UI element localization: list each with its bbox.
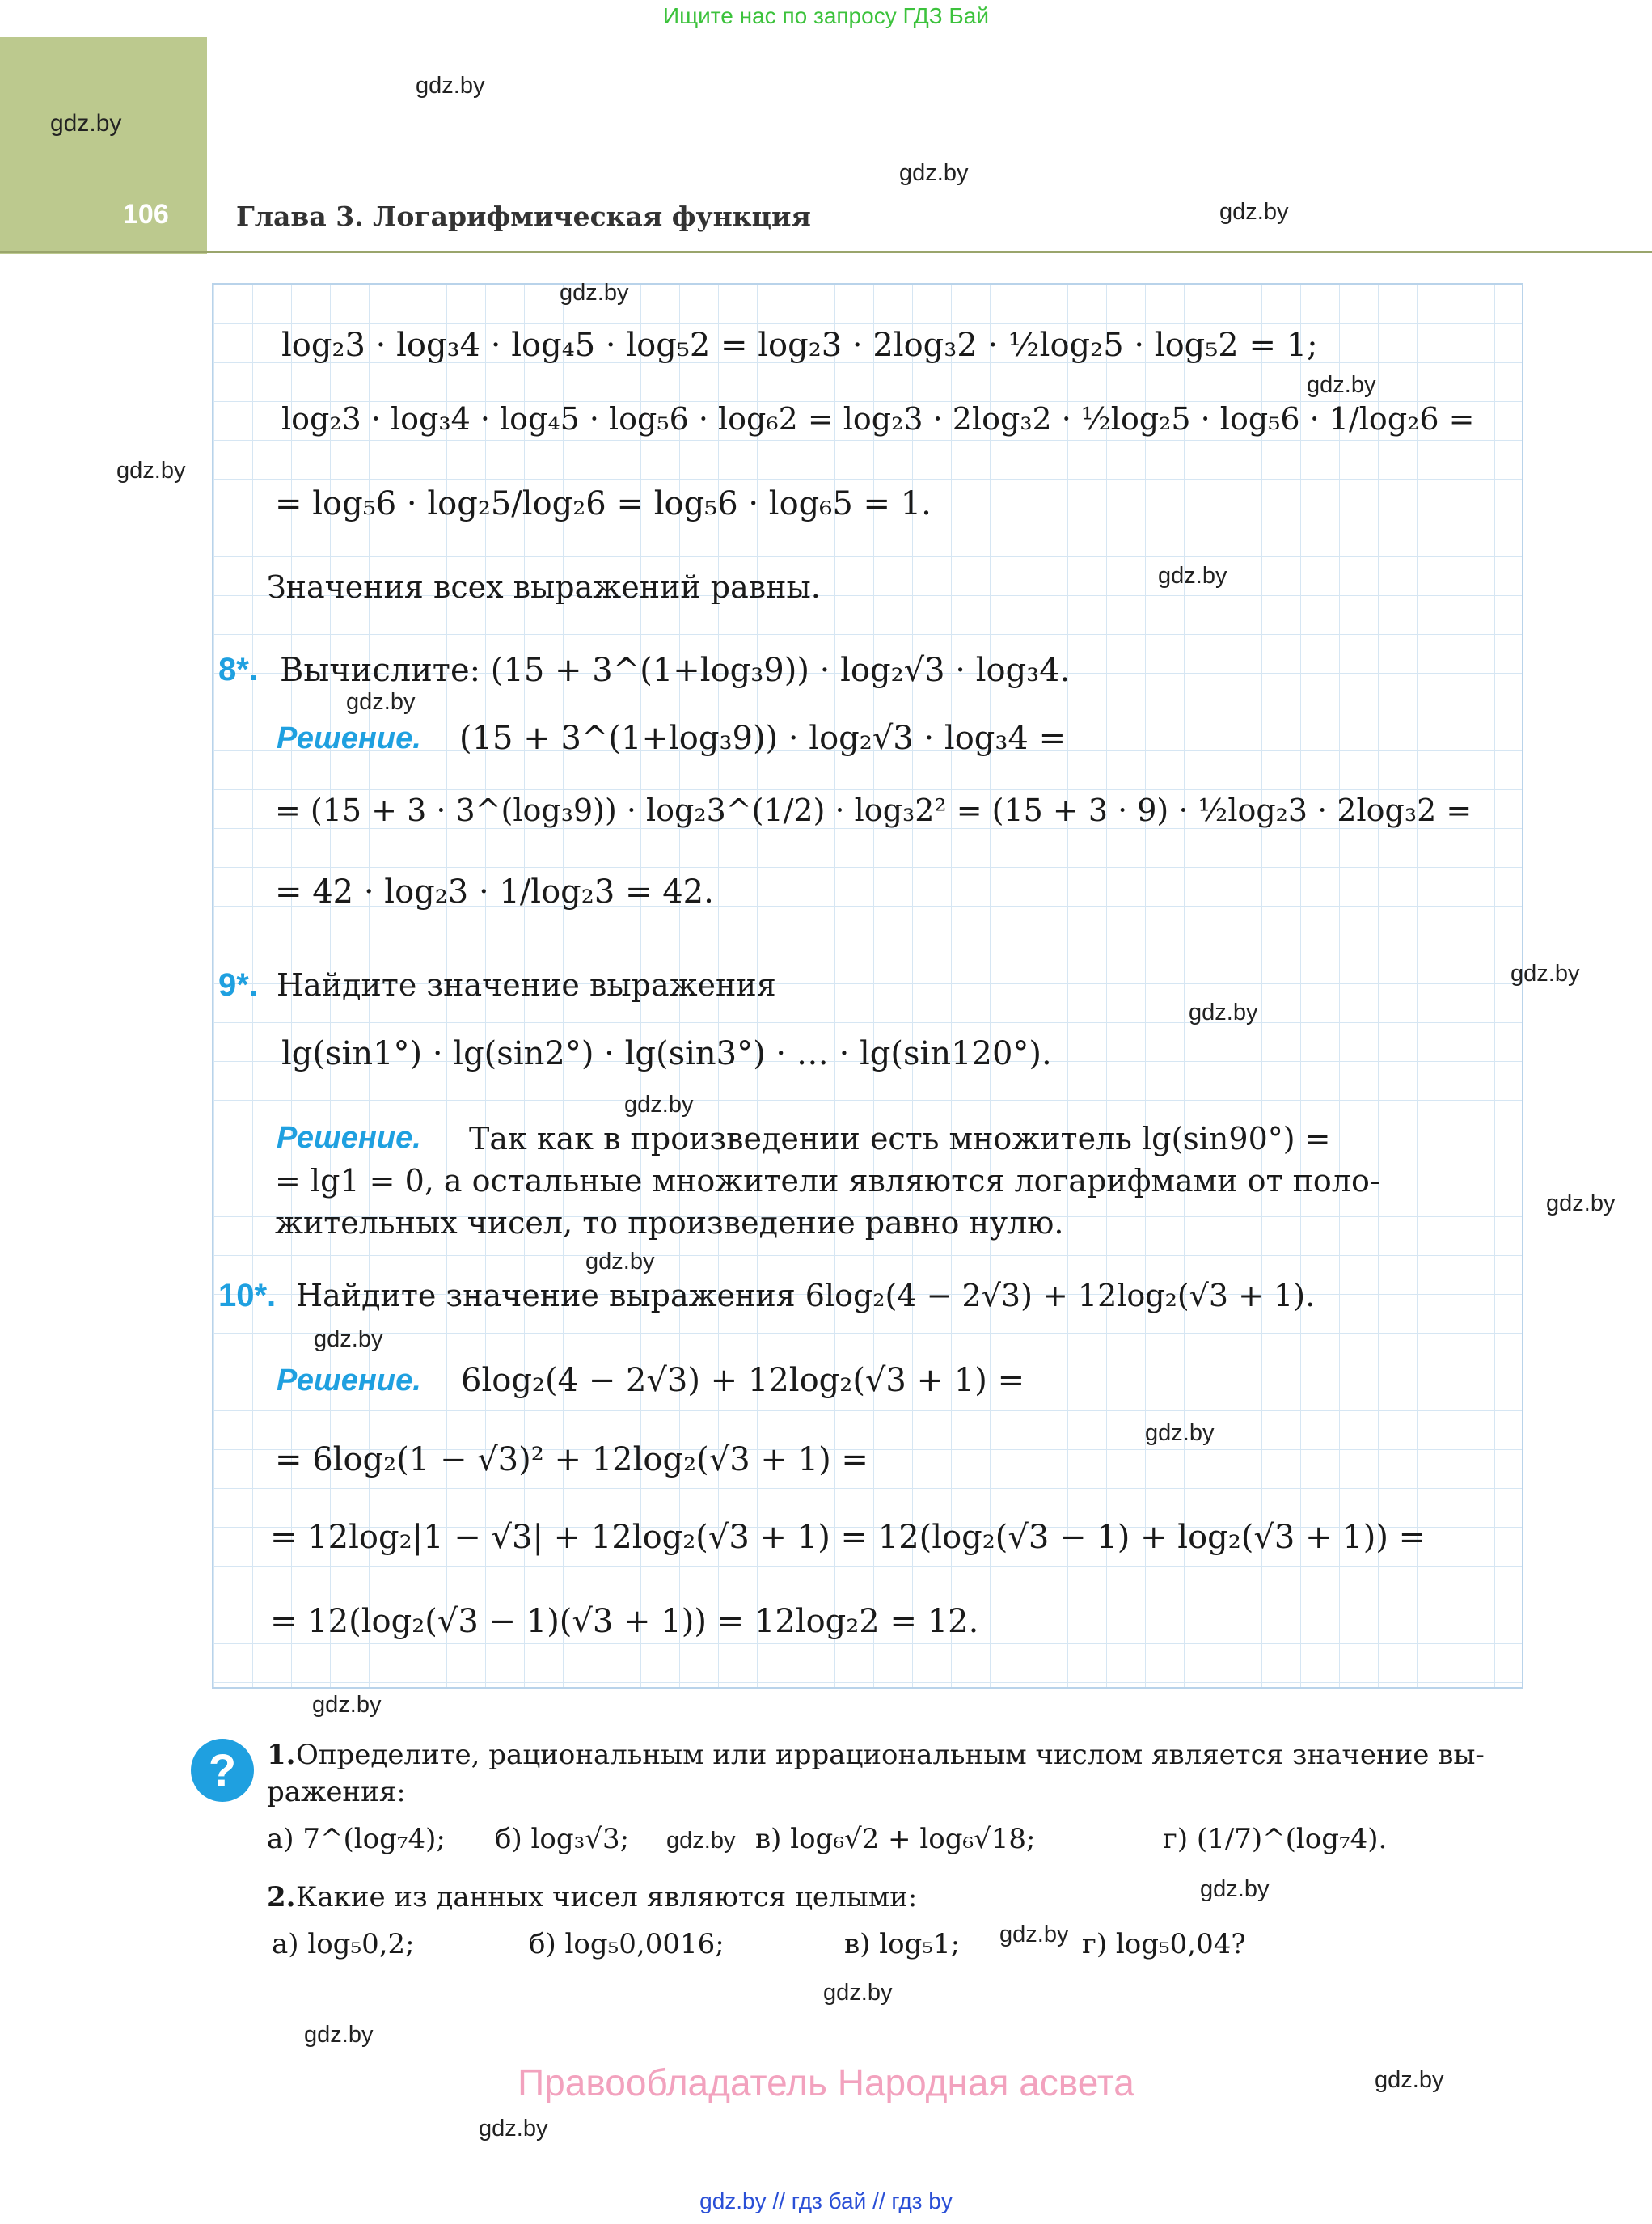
watermark: gdz.by	[1510, 961, 1580, 987]
question-2-option-a: а) log₅0,2;	[272, 1928, 415, 1960]
task-9-step-1: Так как в произведении есть множитель lg(sin90°) =	[469, 1121, 1331, 1156]
task-10-solution-label: Решение.	[277, 1364, 421, 1397]
task-10-step-3: = 12log₂|1 − √3| + 12log₂(√3 + 1) = 12(log₂(√3 − 1) + log₂(√3 + 1)) =	[270, 1519, 1426, 1556]
math-line-3: = log₅6 · log₂5/log₂6 = log₅6 · log₆5 = 1.	[275, 485, 932, 522]
watermark: gdz.by	[346, 689, 416, 715]
watermark: gdz.by	[312, 1692, 382, 1718]
question-2-text: Какие из данных чисел являются целыми:	[296, 1881, 918, 1913]
chapter-title: Глава 3. Логарифмическая функция	[236, 201, 811, 232]
watermark: gdz.by	[560, 280, 629, 306]
task-8-number: 8*.	[218, 652, 258, 687]
watermark: gdz.by	[479, 2116, 548, 2142]
question-2-option-b: б) log₅0,0016;	[529, 1928, 725, 1960]
question-1-option-d: г) (1/7)^(log₇4).	[1163, 1823, 1388, 1855]
watermark: gdz.by	[585, 1249, 655, 1275]
watermark: gdz.by	[1375, 2067, 1444, 2093]
task-9-solution-label: Решение.	[277, 1121, 421, 1155]
task-8-step-2: = (15 + 3 · 3^(log₃9)) · log₂3^(1/2) · log₃2² = (15 + 3 · 9) · ½log₂3 · 2log₃2 =	[275, 793, 1472, 828]
question-2-option-d: г) log₅0,04?	[1082, 1928, 1246, 1960]
watermark: gdz.by	[1145, 1420, 1215, 1446]
watermark: gdz.by	[666, 1828, 736, 1854]
watermark: gdz.by	[314, 1326, 383, 1352]
question-1-option-b: б) log₃√3;	[495, 1823, 630, 1855]
task-8-solution-label: Решение.	[277, 721, 421, 755]
top-banner: Ищите нас по запросу ГДЗ Бай	[662, 3, 990, 28]
question-1-option-c: в) log₆√2 + log₆√18;	[755, 1823, 1036, 1855]
page-number: 106	[123, 199, 169, 230]
task-10-step-1: 6log₂(4 − 2√3) + 12log₂(√3 + 1) =	[461, 1362, 1025, 1399]
question-icon: ?	[191, 1739, 254, 1802]
watermark: gdz.by	[1546, 1190, 1616, 1216]
watermark: gdz.by	[304, 2022, 374, 2048]
footer-links: gdz.by // гдз бай // гдз by	[699, 2188, 953, 2213]
question-1-number: 1.	[267, 1739, 296, 1771]
header-divider	[0, 251, 1652, 253]
watermark: gdz.by	[1219, 199, 1289, 225]
watermark: gdz.by	[116, 458, 186, 484]
watermark: gdz.by	[624, 1092, 694, 1118]
task-8-step-3: = 42 · log₂3 · 1/log₂3 = 42.	[275, 873, 714, 911]
task-8-step-1: (15 + 3^(1+log₃9)) · log₂√3 · log₃4 =	[459, 720, 1067, 757]
copyright-notice: Правообладатель Народная асвета	[518, 2061, 1134, 2103]
question-1-text-1: Определите, рациональным или иррациональным числом является значение вы-	[296, 1739, 1485, 1771]
watermark: gdz.by	[1189, 1000, 1258, 1025]
question-2-option-c: в) log₅1;	[844, 1928, 961, 1960]
question-1-text-2: ражения:	[267, 1776, 406, 1808]
task-8-statement: Вычислите: (15 + 3^(1+log₃9)) · log₂√3 · log₃4.	[280, 652, 1071, 689]
tab-brand: gdz.by	[50, 110, 122, 137]
page-tab	[0, 37, 207, 254]
math-line-1: log₂3 · log₃4 · log₄5 · log₅2 = log₂3 · 2log₃2 · ½log₂5 · log₅2 = 1;	[281, 327, 1318, 364]
watermark: gdz.by	[999, 1922, 1069, 1947]
task-10-number: 10*.	[218, 1278, 277, 1313]
question-2-number: 2.	[267, 1881, 296, 1913]
task-10-step-2: = 6log₂(1 − √3)² + 12log₂(√3 + 1) =	[275, 1441, 868, 1478]
task-9-number: 9*.	[218, 967, 258, 1003]
conclusion-text: Значения всех выражений равны.	[267, 569, 821, 605]
task-10-statement: Найдите значение выражения 6log₂(4 − 2√3) + 12log₂(√3 + 1).	[296, 1278, 1316, 1313]
watermark: gdz.by	[416, 73, 485, 99]
question-1-option-a: а) 7^(log₇4);	[267, 1823, 446, 1855]
math-line-2: log₂3 · log₃4 · log₄5 · log₅6 · log₆2 = log₂3 · 2log₃2 · ½log₂5 · log₅6 · 1/log₂6 =	[281, 401, 1475, 437]
watermark: gdz.by	[899, 160, 969, 186]
task-9-step-2: = lg1 = 0, а остальные множители являются логарифмами от поло-	[275, 1163, 1380, 1199]
watermark: gdz.by	[1200, 1876, 1270, 1902]
task-10-step-4: = 12(log₂(√3 − 1)(√3 + 1)) = 12log₂2 = 12.	[270, 1603, 979, 1640]
watermark: gdz.by	[1307, 372, 1376, 398]
task-9-step-3: жительных чисел, то произведение равно нулю.	[275, 1205, 1064, 1241]
watermark: gdz.by	[1158, 563, 1227, 589]
watermark: gdz.by	[823, 1980, 893, 2006]
task-9-statement: Найдите значение выражения	[277, 967, 776, 1003]
task-9-expression: lg(sin1°) · lg(sin2°) · lg(sin3°) · … · lg(sin120°).	[281, 1035, 1052, 1072]
